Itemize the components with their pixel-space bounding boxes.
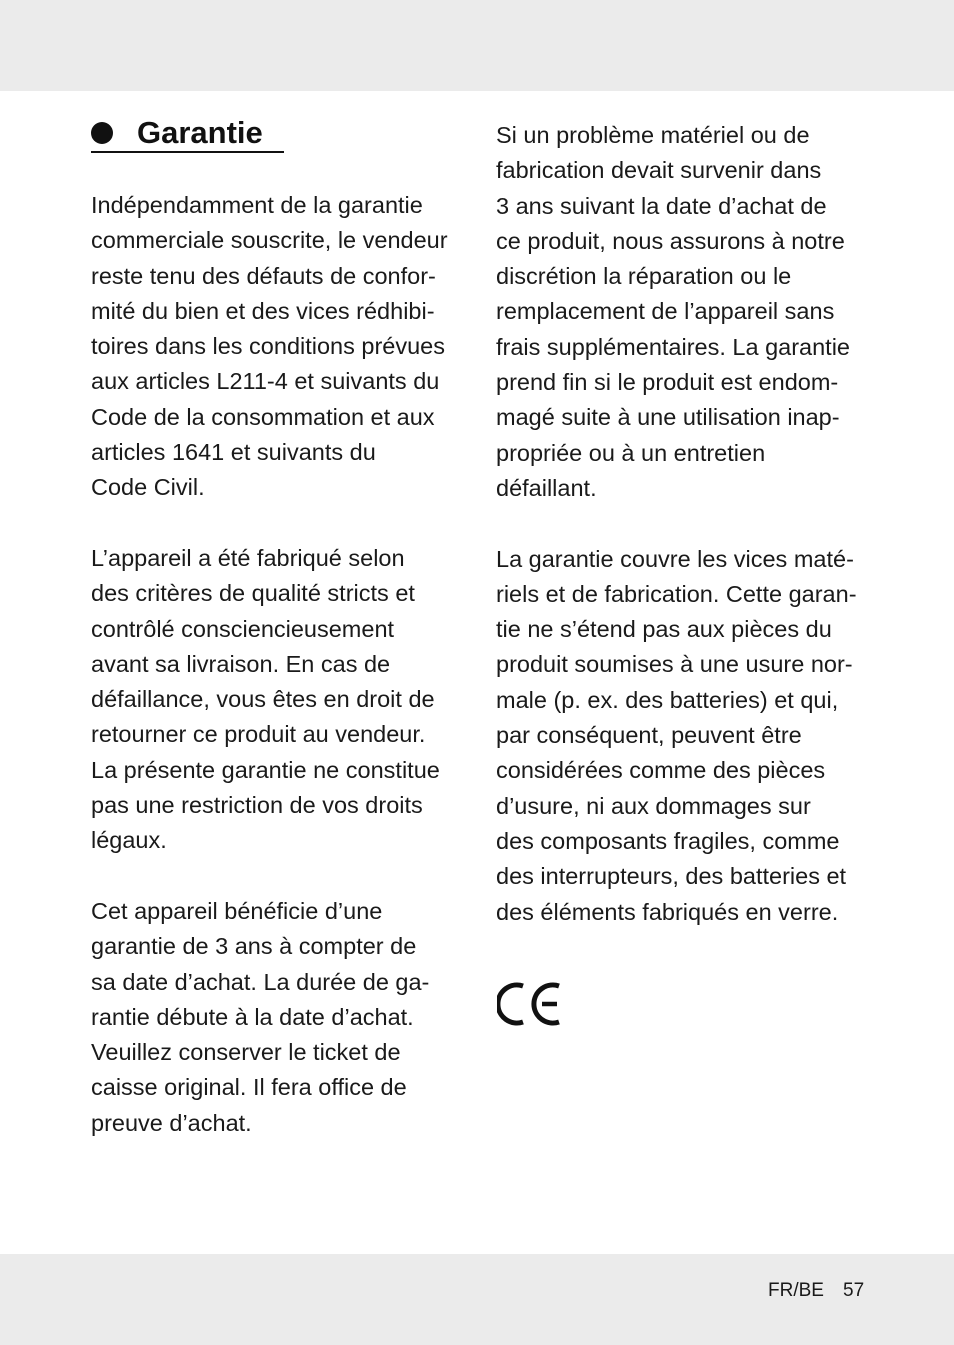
paragraph-warranty-period: Cet appareil bénéficie d’une garantie de 3 ans à compter de sa date d’achat. La durée de ga- rantie débute à la date d’achat. Veuillez conserver le ticket de caisse original. Il fera office de preuve d’achat. [91, 897, 430, 1136]
paragraph-coverage: La garantie couvre les vices maté- riels et de fabrication. Cette garan- tie ne s’étend pas aux pièces du produit soumises à une usure nor- male (p. ex. des batteries) et qui, par conséquent, peuvent être considérées comme des pièces d’usure, ni aux dommages sur des composants fragiles, comme des interrupteurs, des batteries et des éléments fabriqués en verre. [496, 545, 857, 925]
bullet-icon [91, 122, 113, 144]
paragraph-repair: Si un problème matériel ou de fabrication devait survenir dans 3 ans suivant la date d’achat de ce produit, nous assurons à notre discrétion la réparation ou le remplacement de l’appareil sans frais supplémentaires. La garantie prend fin si le produit est endom- magé suite à une utilisation inap- propriée ou à un entretien défaillant. [496, 122, 851, 501]
footer-locale: FR/BE [768, 1280, 824, 1301]
top-band [0, 0, 954, 91]
page-number: 57 [843, 1280, 865, 1301]
paragraph-legal-warranty: Indépendamment de la garantie commerciale souscrite, le vendeur reste tenu des défauts de confor- mité du bien et des vices rédhibi- toires dans les conditions prévues aux articles L211-4 et suivants du Code de la consommation et aux articles 1641 et suivants du Code Civil. [91, 192, 448, 501]
left-column [91, 188, 471, 1141]
heading-underline [91, 151, 284, 153]
ce-mark-icon [497, 980, 563, 1028]
paragraph-quality: L’appareil a été fabriqué selon des critères de qualité stricts et contrôlé consciencieusement avant sa livraison. En cas de défaillance, vous êtes en droit de retourner ce produit au vendeur. La présente garantie ne constitue pas une restriction de vos droits légaux. [91, 544, 440, 854]
page-title: Garantie [137, 115, 263, 150]
section-heading [91, 113, 263, 153]
right-column [496, 118, 876, 930]
